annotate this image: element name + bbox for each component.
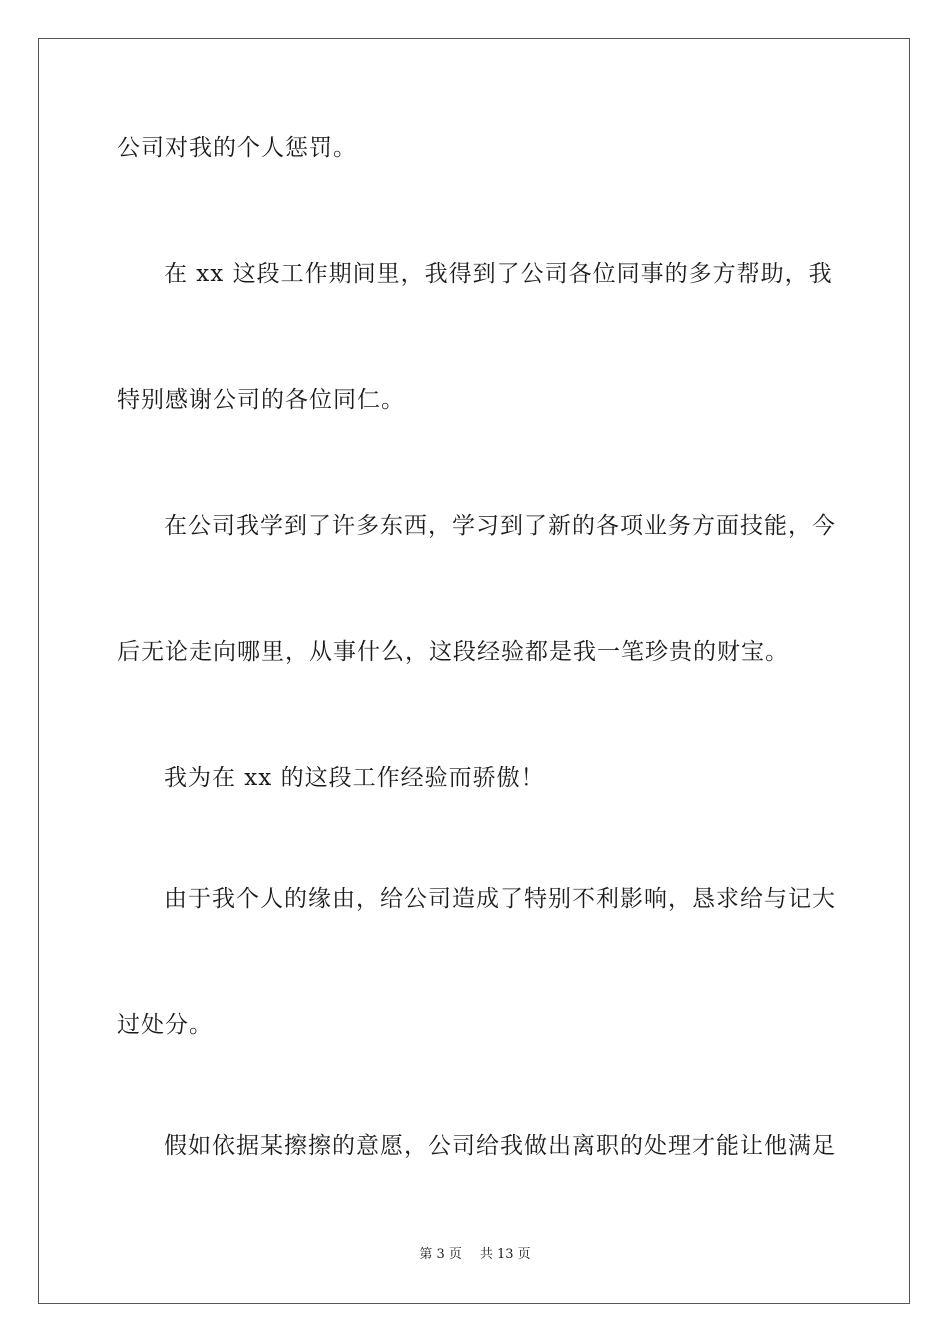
page-footer	[0, 1246, 950, 1264]
text-line-4: 在公司我学到了许多东西，学习到了新的各项业务方面技能，今	[164, 513, 836, 539]
page-border	[38, 38, 910, 1304]
text-line-7: 由于我个人的缘由，给公司造成了特别不利影响，恳求给与记大	[164, 886, 836, 912]
text-line-9: 假如依据某擦擦的意愿，公司给我做出离职的处理才能让他满足	[164, 1133, 836, 1159]
current-page-label: 第 3 页	[419, 1247, 462, 1262]
total-pages-label: 共 13 页	[479, 1247, 531, 1262]
text-line-5: 后无论走向哪里，从事什么，这段经验都是我一笔珍贵的财宝。	[117, 639, 789, 665]
text-line-3: 特别感谢公司的各位同仁。	[117, 387, 405, 413]
text-line-2: 在 xx 这段工作期间里，我得到了公司各位同事的多方帮助，我	[164, 261, 833, 287]
text-line-8: 过处分。	[117, 1012, 213, 1038]
text-line-6: 我为在 xx 的这段工作经验而骄傲！	[164, 765, 545, 791]
text-line-1: 公司对我的个人惩罚。	[117, 135, 357, 161]
